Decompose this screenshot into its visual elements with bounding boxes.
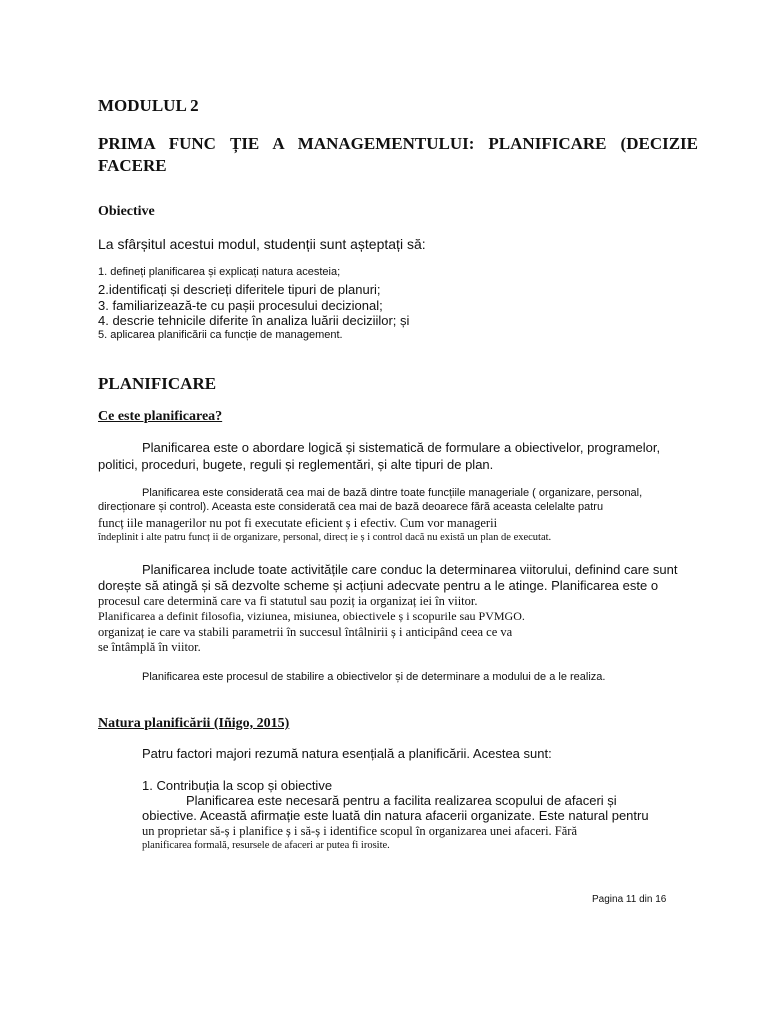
page-number-footer: Pagina 11 din 16 [592,894,667,905]
objective-item: 3. familiarizează-te cu pașii procesului decizional; [98,298,383,313]
paragraph-3-line: Planificarea include toate activitățile care conduc la determinarea viitorului, definind care sunt [142,562,678,577]
list-item-title: 1. Contribuția la scop și obiective [142,778,333,793]
list-item-line: Planificarea este necesară pentru a facilita realizarea scopului de afaceri și [186,793,617,808]
objective-item: 4. descrie tehnicile diferite în analiza luării deciziilor; și [98,313,410,328]
module-title: PRIMA FUNC ȚIE A MANAGEMENTULUI: PLANIFICARE (DECIZIE [98,134,698,153]
section-heading: PLANIFICARE [98,374,217,393]
paragraph-3-line: procesul care determină care va fi statutul sau poziț ia organizaț iei în viitor. [98,594,478,608]
objective-item: 1. defineți planificarea și explicați natura acesteia; [98,266,341,278]
list-item-line: planificarea formală, resursele de afaceri ar putea fi irosite. [142,840,390,851]
paragraph-3-line: Planificarea a definit filosofia, viziunea, misiunea, obiectivele ș i scopurile sau PVMGO. [98,609,525,623]
paragraph-2-line: Planificarea este considerată cea mai de bază dintre toate funcțiile manageriale ( organizare, personal, [142,487,643,499]
subheading-nature-of-planning: Natura planificării (Iñigo, 2015) [98,716,290,731]
paragraph-3-line: dorește să atingă și să dezvolte scheme și acțiuni adecvate pentru a le atinge. Planificarea este o [98,578,659,593]
paragraph-4: Planificarea este procesul de stabilire a obiectivelor și de determinare a modului de a le realiza. [142,671,606,683]
module-heading: MODULUL 2 [98,96,199,115]
objectives-heading: Obiective [98,204,155,219]
paragraph-2-line: direcționare și control). Aceasta este considerată cea mai de bază deoarece fără aceasta celelalte patru [98,501,604,513]
paragraph-3-line: se întâmplă în viitor. [98,640,201,654]
module-title-continued: FACERE [98,156,167,175]
list-item-line: un proprietar să-ș i planifice ș i să-ș i identifice scopul în organizarea unei afaceri. Fără [142,824,578,838]
objective-item: 5. aplicarea planificării ca funcție de management. [98,329,343,341]
paragraph-5: Patru factori majori rezumă natura esențială a planificării. Acestea sunt: [142,746,552,761]
paragraph-2-line: îndeplinit i alte patru funcț ii de organizare, personal, direcț ie ș i control dacă nu există un plan de executat. [98,532,552,543]
paragraph-3-line: organizaț ie care va stabili parametrii în succesul întâlnirii ș i anticipând ceea ce va [98,625,513,639]
objectives-intro: La sfârșitul acestui modul, studenții sunt așteptați să: [98,236,426,252]
objective-item: 2.identificați și descrieți diferitele tipuri de planuri; [98,282,381,297]
subheading-what-is-planning: Ce este planificarea? [98,409,223,424]
paragraph-2-line: funcț iile managerilor nu pot fi executate eficient ș i efectiv. Cum vor managerii [98,516,498,530]
paragraph-1-line: Planificarea este o abordare logică și sistematică de formulare a obiectivelor, programelor, [142,440,661,455]
list-item-line: obiective. Această afirmație este luată din natura afacerii organizate. Este natural pentru [142,808,649,823]
paragraph-1-line: politici, proceduri, bugete, reguli și reglementări, și alte tipuri de plan. [98,457,494,472]
